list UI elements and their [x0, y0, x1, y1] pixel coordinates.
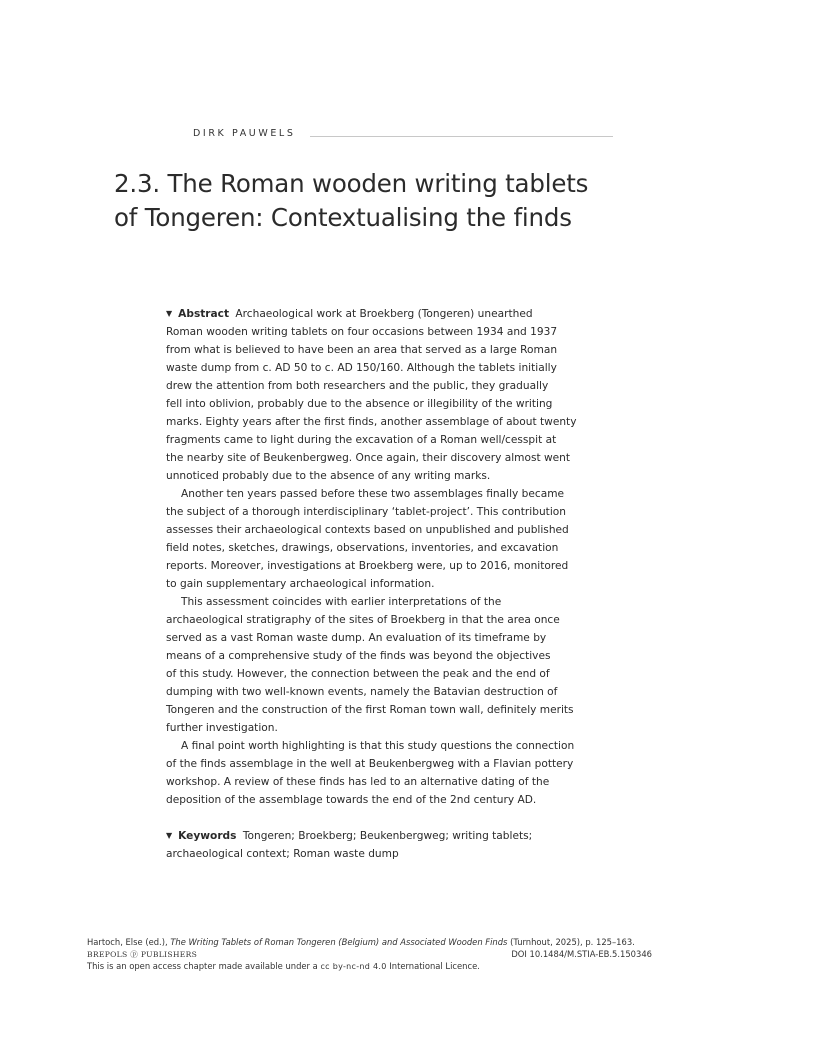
- abstract-line: of this study. However, the connection between the peak and the end of: [166, 668, 550, 680]
- abstract-line: field notes, sketches, drawings, observations, inventories, and excavation: [166, 542, 559, 554]
- citation-suffix: (Turnhout, 2025), p. 125–163.: [507, 937, 635, 947]
- title-line: 2.3. The Roman wooden writing tablets: [114, 169, 589, 198]
- abstract-label: Abstract: [178, 308, 230, 320]
- abstract-line: This assessment coincides with earlier interpretations of the: [181, 596, 502, 608]
- licence-code-link[interactable]: cc by-nc-nd 4.0: [320, 962, 387, 971]
- abstract-text: Archaeological work at Broekberg (Tongeren) unearthed: [235, 308, 533, 320]
- abstract-line: from what is believed to have been an area that served as a large Roman: [166, 344, 558, 356]
- abstract-line: archaeological stratigraphy of the sites of Broekberg in that the area once: [166, 614, 560, 626]
- abstract-line: further investigation.: [166, 722, 278, 734]
- abstract-line: assesses their archaeological contexts based on unpublished and published: [166, 524, 569, 536]
- licence-prefix: This is an open access chapter made available under a: [87, 961, 321, 971]
- keywords-line: [166, 827, 586, 845]
- abstract-line: means of a comprehensive study of the finds was beyond the objectives: [166, 650, 551, 662]
- author-name: DIRK PAUWELS: [193, 128, 296, 139]
- abstract-line: to gain supplementary archaeological information.: [166, 578, 435, 590]
- citation-prefix: Hartoch, Else (ed.),: [87, 937, 171, 947]
- abstract-line: of the finds assemblage in the well at Beukenbergweg with a Flavian pottery: [166, 758, 574, 770]
- abstract-line: drew the attention from both researchers and the public, they gradually: [166, 380, 549, 392]
- abstract-line: reports. Moreover, investigations at Broekberg were, up to 2016, monitored: [166, 560, 569, 572]
- abstract-line: deposition of the assemblage towards the end of the 2nd century AD.: [166, 794, 537, 806]
- citation-line: [87, 936, 652, 948]
- licence-suffix: International Licence.: [386, 961, 480, 971]
- triangle-bullet-icon: ▼: [166, 309, 173, 318]
- abstract-line: workshop. A review of these finds has led to an alternative dating of the: [166, 776, 550, 788]
- page-footer: [87, 936, 652, 972]
- abstract-section: [166, 305, 586, 809]
- author-row: [193, 128, 613, 142]
- doi-link[interactable]: DOI 10.1484/M.STIA-EB.5.150346: [511, 949, 652, 959]
- abstract-line: unnoticed probably due to the absence of any writing marks.: [166, 470, 491, 482]
- abstract-line: Roman wooden writing tablets on four occasions between 1934 and 1937: [166, 326, 558, 338]
- abstract-line: waste dump from c. AD 50 to c. AD 150/160. Although the tablets initially: [166, 362, 557, 374]
- citation-book-title: The Writing Tablets of Roman Tongeren (Belgium) and Associated Wooden Finds: [170, 937, 508, 947]
- triangle-bullet-icon: ▼: [166, 831, 173, 840]
- publisher-row: [87, 948, 652, 960]
- abstract-line: Tongeren and the construction of the first Roman town wall, definitely merits: [166, 704, 574, 716]
- abstract-line: fragments came to light during the excavation of a Roman well/cesspit at: [166, 434, 557, 446]
- keywords-section: [166, 827, 586, 863]
- keywords-label: Keywords: [178, 830, 237, 842]
- chapter-title: [114, 167, 714, 235]
- abstract-line: fell into oblivion, probably due to the absence or illegibility of the writing: [166, 398, 553, 410]
- abstract-line: [166, 305, 586, 323]
- abstract-line: dumping with two well-known events, namely the Batavian destruction of: [166, 686, 558, 698]
- title-line: of Tongeren: Contextualising the finds: [114, 203, 572, 232]
- abstract-line: marks. Eighty years after the first finds, another assemblage of about twenty: [166, 416, 577, 428]
- keywords-text: Tongeren; Broekberg; Beukenbergweg; writing tablets;: [242, 830, 533, 842]
- keywords-line: archaeological context; Roman waste dump: [166, 848, 399, 860]
- abstract-line: served as a vast Roman waste dump. An evaluation of its timeframe by: [166, 632, 547, 644]
- abstract-line: the nearby site of Beukenbergweg. Once again, their discovery almost went: [166, 452, 571, 464]
- author-divider: [310, 136, 613, 137]
- abstract-line: Another ten years passed before these two assemblages finally became: [181, 488, 565, 500]
- abstract-line: the subject of a thorough interdisciplinary ‘tablet-project’. This contribution: [166, 506, 566, 518]
- publisher-logo: BREPOLS ⓟ PUBLISHERS: [87, 950, 198, 959]
- licence-line: [87, 960, 652, 972]
- abstract-line: A final point worth highlighting is that this study questions the connection: [181, 740, 575, 752]
